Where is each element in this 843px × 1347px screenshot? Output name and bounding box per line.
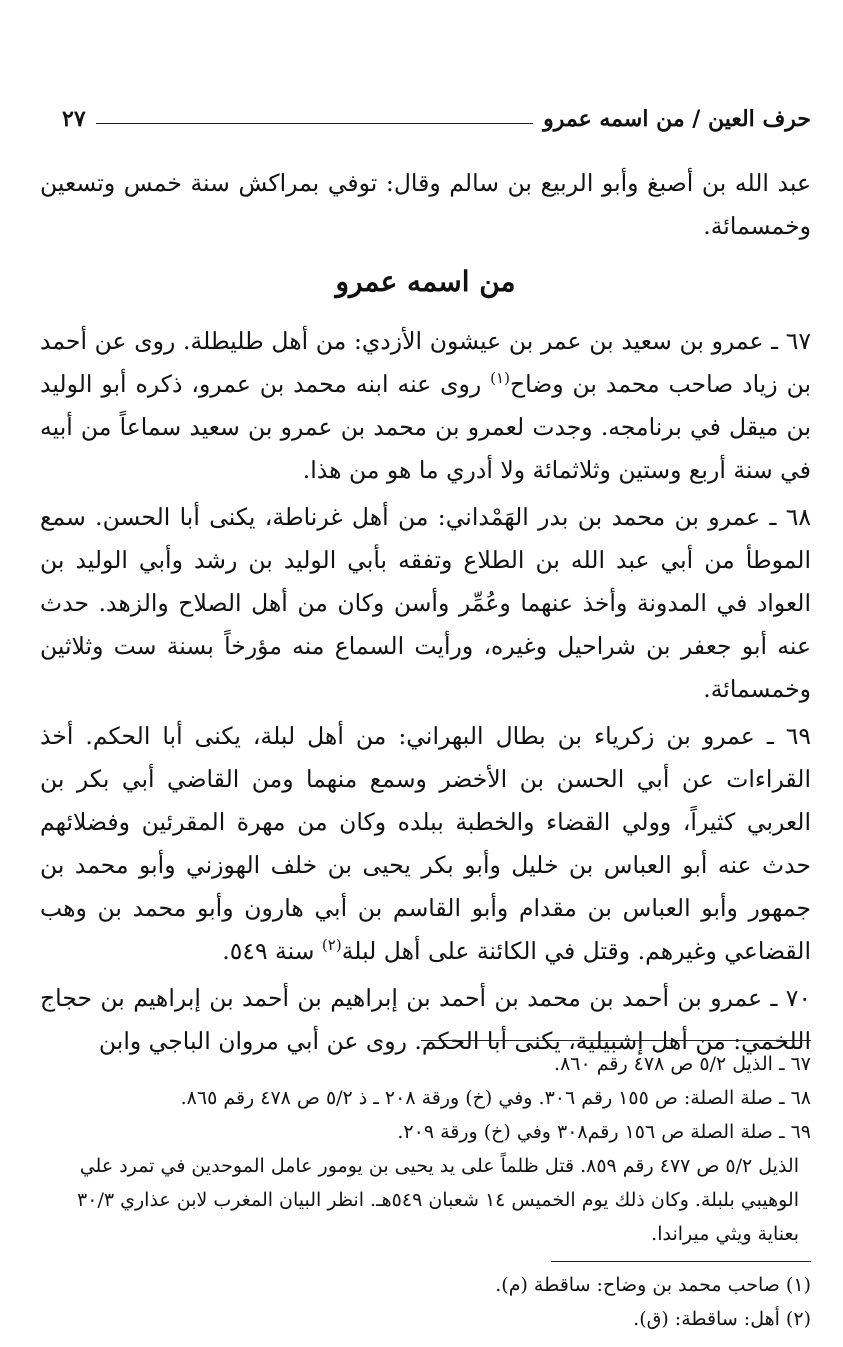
continuation-paragraph: عبد الله بن أصبغ وأبو الربيع بن سالم وقال: توفي بمراكش سنة خمس وتسعين وخمسمائة. — [40, 169, 811, 240]
entry-67 — [40, 320, 811, 492]
footnote-marker: (٢) — [321, 936, 342, 955]
footnote-rule — [421, 1040, 811, 1041]
header-rule — [96, 123, 533, 124]
footnote-source: ٦٧ ـ الذيل ٥/٢ ص ٤٧٨ رقم ٨٦٠. — [554, 1053, 811, 1075]
entry-text: ٧٠ ـ عمرو بن أحمد بن محمد بن أحمد بن إبراهيم بن أحمد بن إبراهيم بن حجاج اللخمي: من أهل إشبيلية، يكنى أبا الحكم. روى عن أبي مروان الباجي وابن — [40, 984, 811, 1055]
footnote-source: ٦٨ ـ صلة الصلة: ص ١٥٥ رقم ٣٠٦. وفي (خ) ورقة ٢٠٨ ـ ذ ٥/٢ ص ٤٧٨ رقم ٨٦٥. — [180, 1087, 811, 1109]
footnote-note: (١) صاحب محمد بن وضاح: ساقطة (م). — [495, 1274, 811, 1296]
entry-68 — [40, 496, 811, 711]
entry-text: ٦٩ ـ عمرو بن زكرياء بن بطال البهراني: من أهل لبلة، يكنى أبا الحكم. أخذ القراءات عن أبي الحسن بن الأخضر وسمع منهما ومن القاضي أبي بكر بن العربي كثيراً، وولي القضاء والخطبة ببلده وكان من مهرة المقرئين وفضلائهم حدث عنه أبو العباس بن خليل وأبو بكر يحيى بن خلف الهوزني وأبو محمد بن جمهور وأبو العباس بن مقدام وأبو القاسم بن أبي هارون وأبو محمد بن وهب القضاعي وغيرهم. وقتل في الكائنة على أهل لبلة — [40, 722, 811, 965]
page-header — [62, 92, 811, 132]
page-body — [40, 162, 811, 1067]
entry-69 — [40, 715, 811, 973]
footnote-source: ٦٩ ـ صلة الصلة ص ١٥٦ رقم٣٠٨ وفي (خ) ورقة ٢٠٩. — [397, 1121, 811, 1143]
entry-text: روى عنه ابنه محمد بن عمرو، ذكره أبو الوليد بن ميقل في برنامجه. وجدت لعمرو بن محمد بن عمرو بن سعيد سماعاً من أبيه في سنة أربع وستين وثلاثمائة ولا أدري ما هو من هذا. — [40, 370, 811, 484]
footnote-short-rule — [551, 1261, 811, 1262]
entry-text: ٦٧ ـ عمرو بن سعيد بن عمر بن عيشون الأزدي: من أهل طليطلة. روى عن أحمد بن زياد صاحب محمد بن وضاح — [40, 327, 812, 398]
footnote-marker: (١) — [490, 369, 510, 388]
footnote-note: (٢) أهل: ساقطة: (ق). — [633, 1308, 811, 1330]
footnotes — [40, 1030, 811, 1336]
entry-text: ٦٨ ـ عمرو بن محمد بن بدر الهَمْداني: من أهل غرناطة، يكنى أبا الحسن. سمع الموطأ من أبي عبد الله بن الطلاع وتفقه بأبي الوليد بن رشد وأبي الوليد بن العواد في المدونة وأخذ عنهما وعُمِّر وأسن وكان من أهل الصلاح والزهد. حدث عنه أبو جعفر بن شراحيل وغيره، ورأيت السماع منه مؤرخاً بسنة ست وثلاثين وخمسمائة. — [40, 503, 811, 703]
footnote-source: الذيل ٥/٢ ص ٤٧٧ رقم ٨٥٩. قتل ظلماً على يد يحيى بن يومور عامل الموحدين في تمرد علي الوهيبي بلبلة. وكان ذلك يوم الخميس ١٤ شعبان ٥٤٩هـ. انظر البيان المغرب لابن عذاري ٣٠/٣ بعناية ويثي ميراندا. — [77, 1155, 799, 1245]
entry-text: سنة ٥٤٩. — [222, 937, 322, 965]
section-heading: من اسمه عمرو — [335, 265, 516, 298]
running-title: حرف العين / من اسمه عمرو — [543, 106, 811, 132]
page-number: ٢٧ — [62, 106, 86, 132]
